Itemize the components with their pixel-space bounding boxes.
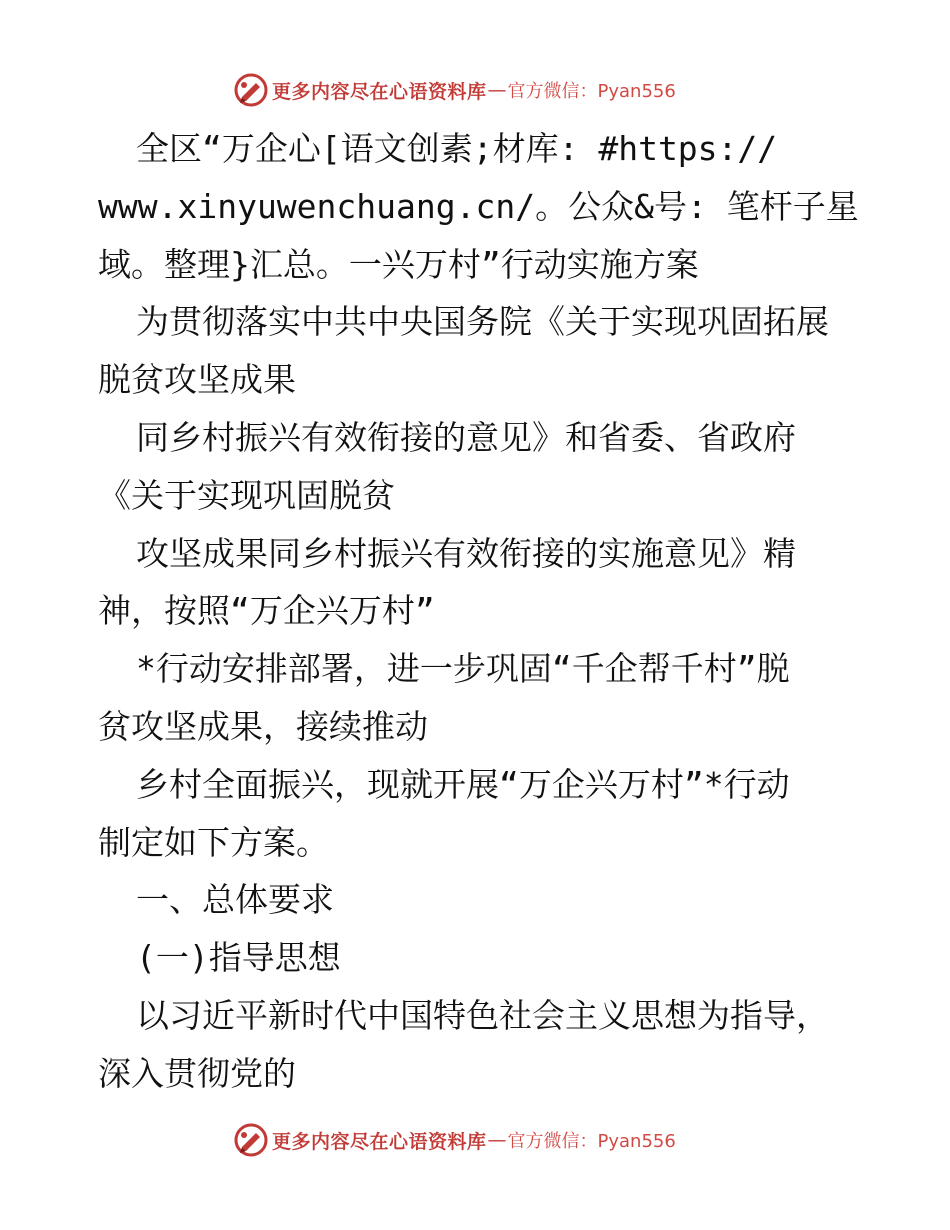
watermark-dash: — — [487, 79, 507, 101]
text-line: www.xinyuwenchuang.cn/。公众&号: 笔杆子星 — [98, 186, 859, 226]
text-line: 域。整理}汇总。一兴万村”行动实施方案 — [98, 244, 699, 284]
watermark-header — [234, 72, 676, 108]
text-line: 深入贯彻党的 — [98, 1053, 296, 1093]
watermark-main-text: 更多内容尽在心语资料库 — [272, 1130, 487, 1153]
text-line: 制定如下方案。 — [98, 822, 329, 862]
text-line: 为贯彻落实中共中央国务院《关于实现巩固拓展 — [136, 302, 829, 342]
text-line: *行动安排部署，进一步巩固“千企帮千村”脱 — [136, 649, 790, 689]
watermark-footer — [234, 1122, 676, 1158]
text-line: 脱贫攻坚成果 — [98, 360, 296, 400]
section-heading: 一、总体要求 — [136, 880, 334, 920]
text-line: 乡村全面振兴，现就开展“万企兴万村”*行动 — [136, 764, 790, 804]
pen-logo-icon — [234, 1123, 268, 1157]
text-line: 神，按照“万企兴万村” — [98, 591, 435, 631]
text-line: 以习近平新时代中国特色社会主义思想为指导， — [136, 995, 829, 1035]
text-line: 全区“万企心[语文创素;材库: #https:// — [136, 129, 778, 168]
pen-logo-icon — [234, 73, 268, 107]
watermark-wechat-text: 官方微信：Pyan556 — [507, 81, 676, 102]
watermark-wechat-text: 官方微信：Pyan556 — [507, 1131, 676, 1152]
text-line: 贫攻坚成果，接续推动 — [98, 706, 428, 746]
watermark-dash: — — [487, 1129, 507, 1151]
text-line: 《关于实现巩固脱贫 — [98, 475, 395, 515]
watermark-main-text: 更多内容尽在心语资料库 — [272, 80, 487, 103]
text-line: 攻坚成果同乡村振兴有效衔接的实施意见》精 — [136, 533, 796, 573]
document-body — [98, 120, 868, 1103]
text-line: 同乡村振兴有效衔接的意见》和省委、省政府 — [136, 417, 796, 457]
subsection-heading: (一)指导思想 — [136, 938, 341, 978]
